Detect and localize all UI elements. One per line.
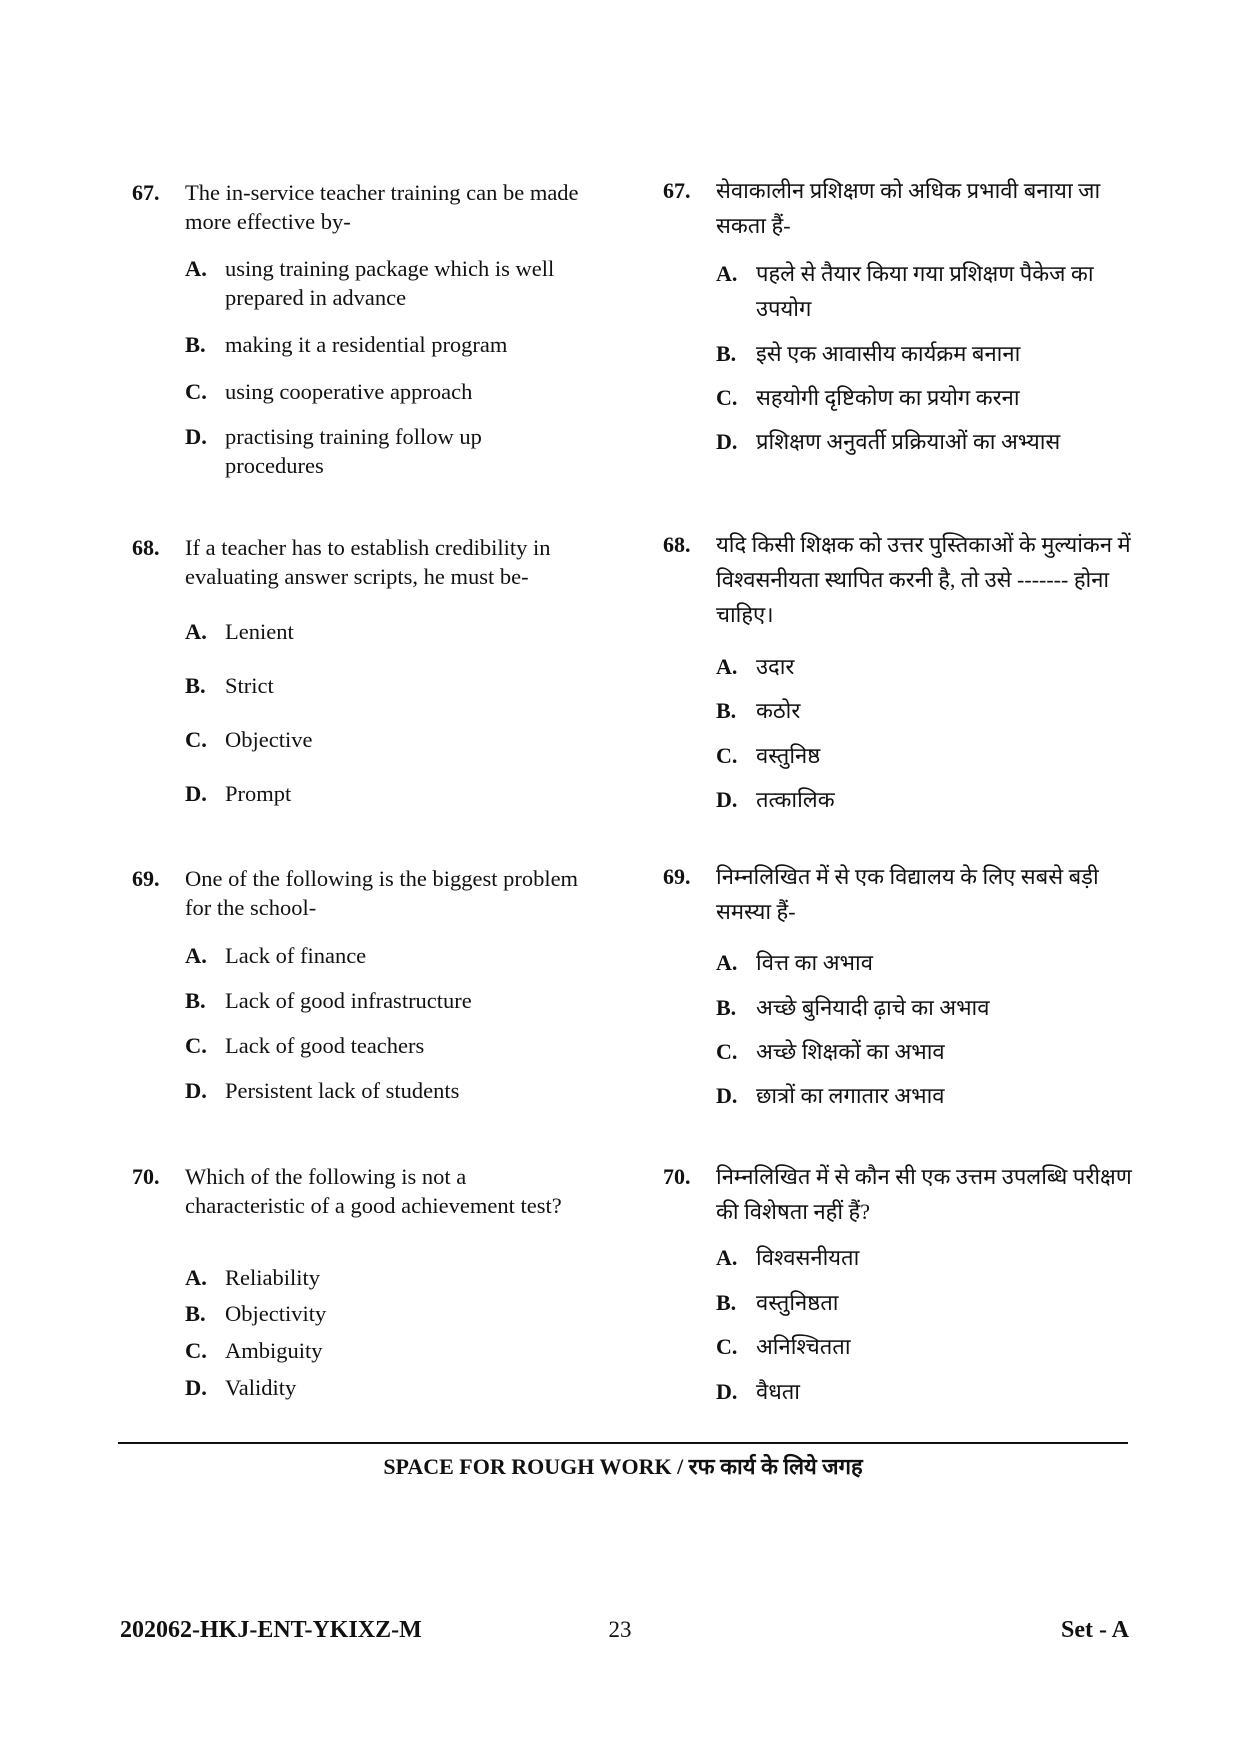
question-number: 67. [132,180,160,205]
question-text: निम्नलिखित में से कौन सी एक उत्तम उपलब्धि परीक्षण की विशेषता नहीं हैं? [716,1164,1132,1224]
option-text: उदार [756,654,795,679]
question-number: 70. [132,1164,160,1189]
option-text: सहयोगी दृष्टिकोण का प्रयोग करना [756,385,1020,410]
option-text: Validity [225,1375,297,1400]
question-number: 68. [663,532,691,557]
option-text: making it a residential program [225,332,508,357]
option-text: प्रशिक्षण अनुवर्ती प्रक्रियाओं का अभ्यास [756,429,1061,454]
option-letter: A. [185,943,207,968]
option-text: Prompt [225,781,292,806]
option-text: वस्तुनिष्ठ [756,743,821,768]
option-letter: C. [716,1334,738,1359]
option-text: practising training follow up procedures [225,424,482,478]
option-text: अनिश्चितता [756,1334,851,1359]
option-text: Ambiguity [225,1338,323,1363]
option-text: Persistent lack of students [225,1078,460,1103]
option-letter: C. [185,379,207,404]
option-letter: B. [716,995,737,1020]
divider-line [118,1442,1128,1444]
option-letter: B. [716,341,737,366]
set-label: Set - A [1061,1617,1129,1643]
question-text: यदि किसी शिक्षक को उत्तर पुस्तिकाओं के मुल्यांकन में विश्वसनीयता स्थापित करनी है, तो उसे ------- होना चाहिए। [716,532,1131,627]
question-text: If a teacher has to establish credibility in evaluating answer scripts, he must be- [185,535,551,589]
option-letter: A. [185,256,207,281]
option-text: Reliability [225,1265,320,1290]
option-letter: C. [185,1033,207,1058]
option-letter: B. [716,698,737,723]
rough-work-label: SPACE FOR ROUGH WORK / रफ कार्य के लिये जगह [383,1454,863,1479]
option-text: वित्त का अभाव [756,950,873,975]
option-letter: D. [716,429,738,454]
option-text: Lack of finance [225,943,367,968]
option-letter: D. [716,1379,738,1404]
option-text: तत्कालिक [756,787,835,812]
option-text: Strict [225,673,274,698]
option-text: विश्वसनीयता [756,1245,860,1270]
option-letter: B. [185,988,206,1013]
option-text: अच्छे बुनियादी ढ़ाचे का अभाव [756,995,990,1020]
option-letter: D. [185,1375,207,1400]
option-letter: C. [185,727,207,752]
question-text: निम्नलिखित में से एक विद्यालय के लिए सबसे बड़ी समस्या हैं- [716,864,1099,924]
option-letter: B. [185,332,206,357]
option-letter: D. [716,787,738,812]
option-text: using cooperative approach [225,379,473,404]
option-text: कठोर [756,698,801,723]
option-text: Objective [225,727,313,752]
option-letter: D. [716,1083,738,1108]
question-number: 69. [663,864,691,889]
option-text: वस्तुनिष्ठता [756,1290,839,1315]
page-number: 23 [608,1617,632,1642]
option-letter: B. [185,1301,206,1326]
option-letter: A. [716,654,738,679]
question-number: 69. [132,866,160,891]
option-letter: A. [716,1245,738,1270]
option-text: using training package which is well prepared in advance [225,256,555,310]
option-text: Objectivity [225,1301,327,1326]
option-text: Lack of good teachers [225,1033,425,1058]
question-text: The in-service teacher training can be made more effective by- [185,180,579,234]
option-letter: D. [185,424,207,449]
option-text: Lack of good infrastructure [225,988,472,1013]
option-letter: A. [185,1265,207,1290]
option-letter: A. [716,261,738,286]
option-letter: B. [716,1290,737,1315]
option-letter: A. [716,950,738,975]
option-text: अच्छे शिक्षकों का अभाव [756,1039,945,1064]
option-text: वैधता [756,1379,801,1404]
option-letter: B. [185,673,206,698]
question-text: Which of the following is not a characteristic of a good achievement test? [185,1164,562,1218]
question-number: 70. [663,1164,691,1189]
option-letter: A. [185,619,207,644]
option-letter: C. [716,743,738,768]
option-text: छात्रों का लगातार अभाव [756,1083,945,1108]
option-text: पहले से तैयार किया गया प्रशिक्षण पैकेज का उपयोग [756,261,1094,321]
question-text: सेवाकालीन प्रशिक्षण को अधिक प्रभावी बनाया जा सकता हैं- [716,178,1101,238]
option-text: Lenient [225,619,294,644]
option-letter: C. [716,1039,738,1064]
question-text: One of the following is the biggest problem for the school- [185,866,579,920]
option-letter: D. [185,1078,207,1103]
option-letter: D. [185,781,207,806]
option-text: इसे एक आवासीय कार्यक्रम बनाना [756,341,1021,366]
question-number: 67. [663,178,691,203]
option-letter: C. [185,1338,207,1363]
option-letter: C. [716,385,738,410]
paper-code: 202062-HKJ-ENT-YKIXZ-M [120,1617,422,1643]
question-number: 68. [132,535,160,560]
